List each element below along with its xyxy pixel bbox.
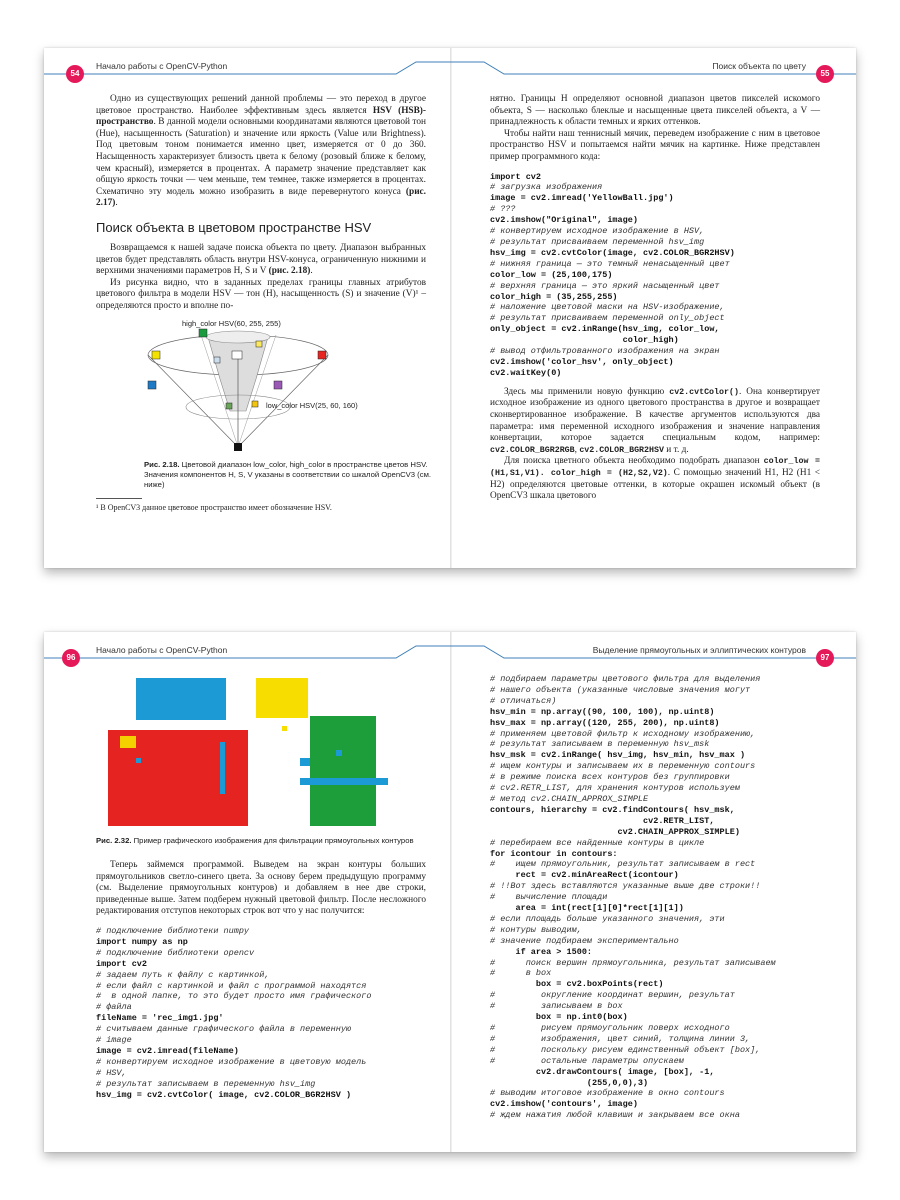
code-line: # в одной папке, то это будет просто имя графического bbox=[96, 991, 372, 1002]
code-line: # вычисление площади bbox=[490, 892, 608, 903]
code-line: # поскольку рисуем единственный объект [box], bbox=[490, 1044, 761, 1055]
code-line: image = cv2.imread('YellowBall.jpg') bbox=[490, 193, 674, 204]
page-header bbox=[44, 632, 856, 676]
code-line: # результат записываем в переменную hsv_msk bbox=[490, 739, 710, 750]
code-line: # выводим итоговое изображение в окно contours bbox=[490, 1088, 725, 1099]
gutter bbox=[450, 48, 452, 568]
code-line: # результат записываем в переменную hsv_img bbox=[96, 1078, 316, 1089]
section-heading: Поиск объекта в цветовом пространстве HSV bbox=[96, 219, 372, 235]
code-line: # image bbox=[96, 1035, 132, 1046]
page-number: 54 bbox=[66, 65, 84, 83]
page-left bbox=[96, 678, 426, 1100]
book-spread-top bbox=[44, 48, 856, 568]
code-line: hsv_img = cv2.cvtColor( image, cv2.COLOR_BGR2HSV ) bbox=[96, 1089, 352, 1100]
code-line: # контуры выводим, bbox=[490, 924, 582, 935]
code-line: cv2.waitKey(0) bbox=[490, 367, 562, 378]
paragraph: Чтобы найти наш теннисный мячик, переведем изображение с ним в цветовое пространство HSV и попытаемся найти мячик на картинке. Ниже представлен пример программного кода: bbox=[490, 128, 820, 162]
code-line: hsv_max = np.array((120, 255, 200), np.uint8) bbox=[490, 717, 720, 728]
code-line: # ??? bbox=[490, 204, 516, 215]
figure-caption: Рис. 2.32. Пример графического изображения для фильтрации прямоугольных контуров bbox=[96, 836, 414, 845]
code-listing bbox=[96, 926, 426, 1101]
hsv-cone-figure bbox=[96, 319, 426, 454]
code-line: rect = cv2.minAreaRect(icontour) bbox=[490, 870, 679, 881]
page-header bbox=[44, 48, 856, 92]
page-right bbox=[490, 94, 820, 503]
code-line: import cv2 bbox=[490, 171, 542, 182]
code-line: color_high) bbox=[490, 335, 679, 346]
code-line: # в режиме поиска всех контуров без группировки bbox=[490, 772, 730, 783]
book-spread-bottom bbox=[44, 632, 856, 1152]
code-line: # нашего объекта (указанные числовые значения могут bbox=[490, 684, 751, 695]
paragraph: Из рисунка видно, что в заданных пределах границы главных атрибутов цветового фильтра в модели HSV — тон (H), насыщенность (S) и значение (V)¹ – определяются просто и вполне по- bbox=[96, 277, 426, 311]
code-line: # значение подбираем экспериментально bbox=[490, 935, 679, 946]
code-line: # задаем путь к файлу с картинкой, bbox=[96, 969, 270, 980]
code-listing bbox=[490, 172, 820, 379]
code-line: # cv2.RETR_LIST, для хранения контуров используем bbox=[490, 783, 740, 794]
running-head: Начало работы с OpenCV-Python bbox=[96, 645, 228, 655]
running-head: Выделение прямоугольных и эллиптических контуров bbox=[592, 645, 806, 655]
code-line: # ищем контуры и записываем их в переменную contours bbox=[490, 761, 756, 772]
code-line: # подбираем параметры цветового фильтра для выделения bbox=[490, 674, 761, 684]
code-line: contours, hierarchy = cv2.findContours( hsv_msk, bbox=[490, 804, 735, 815]
code-line: # записываем в box bbox=[490, 1001, 623, 1012]
low-color-label: low_color HSV(25, 60, 160) bbox=[266, 400, 358, 410]
code-line: # наложение цветовой маски на HSV-изображение, bbox=[490, 302, 725, 313]
code-line: cv2.imshow('contours', image) bbox=[490, 1099, 638, 1110]
code-line: # HSV, bbox=[96, 1067, 127, 1078]
code-line: # считываем данные графического файла в переменную bbox=[96, 1024, 352, 1035]
paragraph: Одно из существующих решений данной проблемы — это переход в другое цветовое пространство. Наиболее эффективным здесь является HSV (HSB)-пространство. В данной модели основными координатами являются цветовой тон (Hue), насыщенность (Saturation) и значение или яркость (Value или Brightness). Под цветовым тоном понимается именно цвет, измеряется от 0 до 360. Насыщенность характеризует близость цвета к белому (розовый ближе к белому, чем красный), измеряется в процентах. А параметр значение представляет как общую яркость точки — чем меньше, тем темнее, также измеряется в процентах. Схематично эту модель можно изобразить в виде перевернутого конуса (рис. 2.17). bbox=[96, 94, 426, 209]
page-number: 97 bbox=[816, 649, 834, 667]
code-line: # верхняя граница — это яркий насыщенный цвет bbox=[490, 280, 720, 291]
code-line: # подключение библиотеки opencv bbox=[96, 947, 255, 958]
code-line: # округление координат вершин, результат bbox=[490, 990, 735, 1001]
code-line: # в box bbox=[490, 968, 552, 979]
code-line: # !!Вот здесь вставляются указанные выше две строки!! bbox=[490, 881, 761, 892]
code-line: only_object = cv2.inRange(hsv_img, color_low, bbox=[490, 324, 720, 335]
code-line: cv2.drawContours( image, [box], -1, bbox=[490, 1066, 715, 1077]
code-line: # загрузка изображения bbox=[490, 182, 603, 193]
code-line: # ждем нажатия любой клавиши и закрываем все окна bbox=[490, 1110, 740, 1121]
hsv-cone-diagram bbox=[96, 319, 426, 454]
code-line: color_low = (25,100,175) bbox=[490, 269, 613, 280]
code-line: cv2.RETR_LIST, bbox=[490, 815, 715, 826]
figure-caption: Рис. 2.18. Цветовой диапазон low_color, high_color в пространстве цветов HSV. Значения компонентов H, S, V указаны в соответствии со шкалой OpenCV3 (см. ниже) bbox=[144, 459, 432, 489]
code-line: # изображения, цвет синий, толщина линии 3, bbox=[490, 1033, 751, 1044]
code-line: # поиск вершин прямоугольника, результат записываем bbox=[490, 957, 776, 968]
page-right bbox=[490, 674, 820, 1121]
paragraph: нятно. Границы H определяют основной диапазон цветов пикселей искомого объекта, S — насколько блеклые и насыщенные цвета пикселей объекта, а V — принадлежность к области темных и ярких оттенков. bbox=[490, 94, 820, 128]
code-line: color_high = (35,255,255) bbox=[490, 291, 618, 302]
code-line: if area > 1500: bbox=[490, 946, 593, 957]
code-line: cv2.imshow('color_hsv', only_object) bbox=[490, 356, 674, 367]
code-line: # если площадь больше указанного значения, эти bbox=[490, 913, 725, 924]
rectangles-image bbox=[96, 678, 426, 826]
page-left bbox=[96, 94, 432, 513]
code-line: # подключение библиотеки numpy bbox=[96, 925, 250, 936]
paragraph: Теперь займемся программой. Выведем на экран контуры больших прямоугольников светло-синего цвета. За основу берем предыдущую программу (см. Выделение прямоугольных контуров) и добавляем в нее две строки, приведенные выше. Затем подберем нужный цветовой фильтр. После несложного редактирования отступов некоторых строк вот что у нас получится: bbox=[96, 860, 426, 917]
high-color-label: high_color HSV(60, 255, 255) bbox=[182, 318, 281, 328]
code-line: box = np.int0(box) bbox=[490, 1012, 628, 1023]
code-line: # отличаться) bbox=[490, 695, 557, 706]
footnote: ¹ В OpenCV3 данное цветовое пространство имеет обозначение HSV. bbox=[96, 502, 332, 512]
code-line: hsv_msk = cv2.inRange( hsv_img, hsv_min, hsv_max ) bbox=[490, 750, 746, 761]
rectangles-figure bbox=[96, 678, 426, 826]
code-line: image = cv2.imread(fileName) bbox=[96, 1045, 239, 1056]
paragraph: Для поиска цветного объекта необходимо подобрать диапазон color_low =(H1,S1,V1). color_high = (H2,S2,V2). С помощью значений H1, H2 (H1 < H2) определяются цветовые оттенки, в которые окрашен искомый объект (в OpenCV3 шкала цветового bbox=[490, 456, 821, 502]
code-line: # вывод отфильтрованного изображения на экран bbox=[490, 346, 720, 357]
code-line: hsv_min = np.array((90, 100, 100), np.uint8) bbox=[490, 706, 715, 717]
code-line: for icontour in contours: bbox=[490, 848, 618, 859]
code-line: import numpy as np bbox=[96, 936, 188, 947]
code-line: area = int(rect[1][0]*rect[1][1]) bbox=[490, 903, 684, 914]
code-line: box = cv2.boxPoints(rect) bbox=[490, 979, 664, 990]
code-line: cv2.CHAIN_APPROX_SIMPLE) bbox=[490, 826, 740, 837]
paragraph: Здесь мы применили новую функцию cv2.cvtColor(). Она конвертирует исходное изображение из одного цветового пространства в другое и возвращает сконвертированное изображение. В качестве аргументов используются два параметра: имя переменной исходного изображения и значение направления конвертации, которое задается специальным кодом, например: cv2.COLOR_BGR2RGB, cv2.COLOR_BGR2HSV и т. д. bbox=[490, 386, 820, 455]
code-line: # применяем цветовой фильтр к исходному изображению, bbox=[490, 728, 756, 739]
code-line: import cv2 bbox=[96, 958, 148, 969]
paragraph: Возвращаемся к нашей задаче поиска объекта по цвету. Диапазон выбранных цветов будет представлять область внутри HSV-конуса, ограниченную нижними и верхними значениями параметров H, S и V (рис. 2.18). bbox=[96, 242, 426, 277]
code-line: # конвертируем исходное изображение в HSV, bbox=[490, 226, 705, 237]
code-line: # рисуем прямоугольник поверх исходного bbox=[490, 1023, 730, 1033]
code-listing bbox=[490, 674, 820, 1121]
code-line: cv2.imshow("Original", image) bbox=[490, 215, 638, 226]
code-line: # остальные параметры опускаем bbox=[490, 1055, 684, 1066]
page-number: 96 bbox=[62, 649, 80, 667]
gutter bbox=[450, 632, 452, 1152]
code-line: (255,0,0),3) bbox=[490, 1077, 649, 1088]
code-line: hsv_img = cv2.cvtColor(image, cv2.COLOR_BGR2HSV) bbox=[490, 247, 735, 258]
footnote-rule bbox=[96, 498, 142, 499]
code-line: # файла bbox=[96, 1002, 132, 1013]
code-line: # метод cv2.CHAIN_APPROX_SIMPLE bbox=[490, 793, 649, 804]
code-line: # нижняя граница — это темный ненасыщенный цвет bbox=[490, 258, 730, 269]
code-line: # если файл с картинкой и файл с программой находятся bbox=[96, 980, 367, 991]
code-line: # перебираем все найденные контуры в цикле bbox=[490, 837, 705, 848]
code-line: # результат присваиваем переменной only_object bbox=[490, 313, 725, 324]
code-line: fileName = 'rec_img1.jpg' bbox=[96, 1013, 224, 1024]
code-line: # ищем прямоугольник, результат записываем в rect bbox=[490, 859, 756, 870]
running-head: Начало работы с OpenCV-Python bbox=[96, 61, 228, 71]
page-number: 55 bbox=[816, 65, 834, 83]
code-line: # результат присваиваем переменной hsv_img bbox=[490, 237, 705, 247]
code-line: # конвертируем исходное изображение в цветовую модель bbox=[96, 1056, 367, 1067]
running-head: Поиск объекта по цвету bbox=[712, 61, 806, 71]
